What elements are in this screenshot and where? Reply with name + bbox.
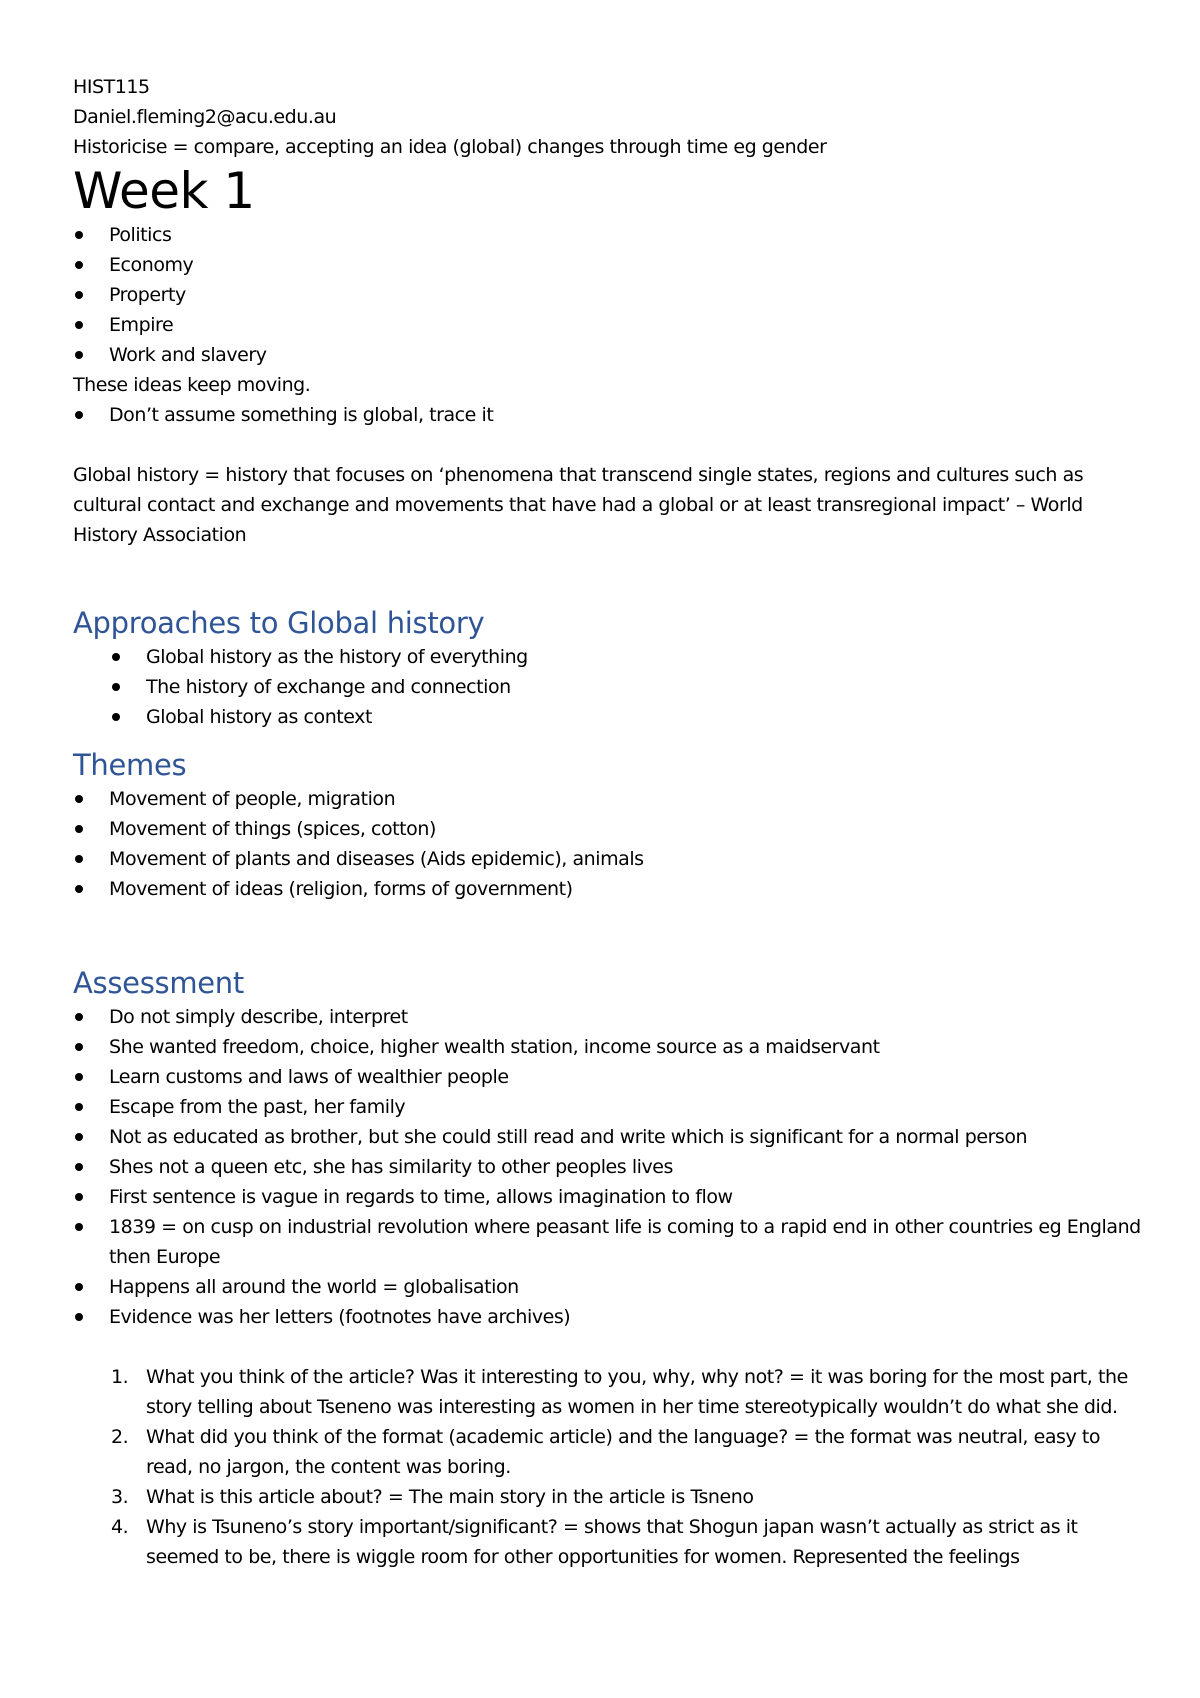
list-item: Shes not a queen etc, she has similarity to other peoples lives (73, 1152, 1143, 1182)
bullet-icon (75, 885, 83, 893)
bullet-icon (112, 653, 120, 661)
list-item: Empire (73, 310, 1143, 340)
bullet-icon (75, 1313, 83, 1321)
list-item: 4. Why is Tsuneno’s story important/significant? = shows that Shogun japan wasn’t actually as strict as it seemed to be, there is wiggle room for other opportunities for women. Represented the feelings (73, 1512, 1143, 1572)
ideas-note: These ideas keep moving. (73, 374, 311, 396)
list-item: 3. What is this article about? = The main story in the article is Tsneno (73, 1482, 1143, 1512)
list-item: Learn customs and laws of wealthier people (73, 1062, 1143, 1092)
assessment-list (73, 1002, 1143, 1332)
note-bullets-list (73, 400, 1143, 430)
list-item: 1. What you think of the article? Was it interesting to you, why, why not? = it was boring for the most part, the story telling about Tseneno was interesting as women in her time stereotypically wouldn’t do what she did. (73, 1362, 1143, 1422)
bullet-icon (112, 713, 120, 721)
list-item: Movement of people, migration (73, 784, 1143, 814)
list-item: Movement of ideas (religion, forms of government) (73, 874, 1143, 904)
global-history-definition: Global history = history that focuses on ‘phenomena that transcend single states, regions and cultures such as cultural contact and exchange and movements that have had a global or at least transregional impact’ – World History Association (73, 464, 1084, 546)
list-item: Global history as context (73, 702, 1143, 732)
bullet-icon (75, 825, 83, 833)
bullet-icon (75, 261, 83, 269)
list-item: The history of exchange and connection (73, 672, 1143, 702)
list-item: Property (73, 280, 1143, 310)
list-item: Not as educated as brother, but she could still read and write which is significant for a normal person (73, 1122, 1143, 1152)
list-number: 1. (111, 1366, 129, 1388)
bullet-icon (75, 231, 83, 239)
bullet-icon (75, 1223, 83, 1231)
list-item: Don’t assume something is global, trace it (73, 400, 1143, 430)
list-item: Movement of things (spices, cotton) (73, 814, 1143, 844)
bullet-icon (75, 321, 83, 329)
bullet-icon (75, 1013, 83, 1021)
list-item: Politics (73, 220, 1143, 250)
list-item: Evidence was her letters (footnotes have archives) (73, 1302, 1143, 1332)
approaches-list (73, 642, 1143, 732)
themes-heading: Themes (73, 748, 187, 782)
bullet-icon (75, 1193, 83, 1201)
historicise-definition: Historicise = compare, accepting an idea (global) changes through time eg gender (73, 136, 827, 158)
bullet-icon (75, 1283, 83, 1291)
bullet-icon (75, 1133, 83, 1141)
bullet-icon (75, 1043, 83, 1051)
list-item: Happens all around the world = globalisation (73, 1272, 1143, 1302)
list-item: 2. What did you think of the format (academic article) and the language? = the format was neutral, easy to read, no jargon, the content was boring. (73, 1422, 1143, 1482)
week-title: Week 1 (73, 162, 255, 220)
bullet-icon (112, 683, 120, 691)
bullet-icon (75, 411, 83, 419)
list-number: 4. (111, 1516, 129, 1538)
week-topics-list (73, 220, 1143, 370)
questions-list (73, 1362, 1143, 1572)
bullet-icon (75, 1073, 83, 1081)
bullet-icon (75, 291, 83, 299)
list-item: 1839 = on cusp on industrial revolution where peasant life is coming to a rapid end in other countries eg England then Europe (73, 1212, 1143, 1272)
bullet-icon (75, 351, 83, 359)
list-item: First sentence is vague in regards to time, allows imagination to flow (73, 1182, 1143, 1212)
themes-list (73, 784, 1143, 904)
bullet-icon (75, 855, 83, 863)
list-item: Economy (73, 250, 1143, 280)
list-item: Work and slavery (73, 340, 1143, 370)
lecturer-email: Daniel.fleming2@acu.edu.au (73, 106, 337, 128)
approaches-heading: Approaches to Global history (73, 606, 485, 640)
list-item: Escape from the past, her family (73, 1092, 1143, 1122)
list-item: Do not simply describe, interpret (73, 1002, 1143, 1032)
list-number: 2. (111, 1426, 129, 1448)
list-item: She wanted freedom, choice, higher wealth station, income source as a maidservant (73, 1032, 1143, 1062)
document-page (73, 72, 1143, 1572)
list-item: Global history as the history of everything (73, 642, 1143, 672)
bullet-icon (75, 1103, 83, 1111)
assessment-heading: Assessment (73, 966, 244, 1000)
list-number: 3. (111, 1486, 129, 1508)
course-code: HIST115 (73, 76, 150, 98)
bullet-icon (75, 1163, 83, 1171)
bullet-icon (75, 795, 83, 803)
list-item: Movement of plants and diseases (Aids epidemic), animals (73, 844, 1143, 874)
